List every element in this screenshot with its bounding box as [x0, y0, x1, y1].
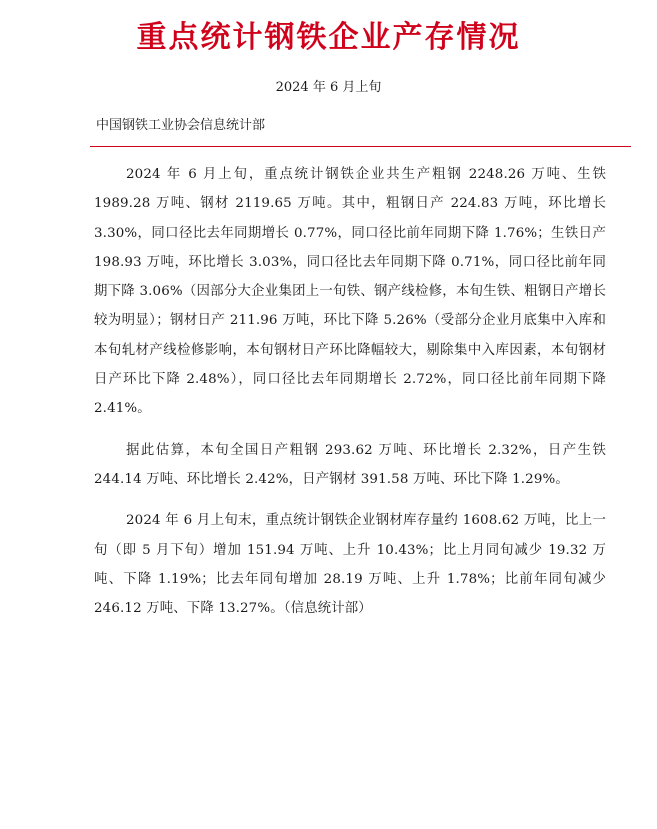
paragraph-production: 2024 年 6 月上旬，重点统计钢铁企业共生产粗钢 2248.26 万吨、生铁 1989.28 万吨、钢材 2119.65 万吨。其中，粗钢日产 224.83 万吨，环比增长 3.30%，同口径比去年同期增长 0.77%，同口径比前年同期下降 1.76%；生铁日产 198.93 万吨，环比增长 3.03%，同口径比去年同期下降 0.71%，同口径比前年同期下降 3.06%（因部分大企业集团上一旬铁、钢产线检修，本旬生铁、粗钢日产增长较为明显）；钢材日产 211.96 万吨，环比下降 5.26%（受部分企业月底集中入库和本旬轧材产线检修影响，本旬钢材日产环比降幅较大，剔除集中入库因素，本旬钢材日产环比下降 2.48%），同口径比去年同期增长 2.72%，同口径比前年同期下降 2.41%。 — [94, 167, 606, 417]
document-title: 重点统计钢铁企业产存情况 — [136, 20, 521, 55]
document-date: 2024 年 6 月上旬 — [275, 80, 382, 95]
paragraph-national-estimate: 据此估算，本旬全国日产粗钢 293.62 万吨、环比增长 2.32%，日产生铁 244.14 万吨、环比增长 2.42%，日产钢材 391.58 万吨、环比下降 1.29%。 — [94, 442, 606, 487]
header-divider — [90, 146, 631, 147]
paragraph-inventory: 2024 年 6 月上旬末，重点统计钢铁企业钢材库存量约 1608.62 万吨，比上一旬（即 5 月下旬）增加 151.94 万吨、上升 10.43%；比上月同旬减少 19.32 万吨、下降 1.19%；比去年同旬增加 28.19 万吨、上升 1.78%；比前年同旬减少 246.12 万吨、下降 13.27%。（信息统计部） — [94, 513, 606, 617]
issuing-department: 中国钢铁工业协会信息统计部 — [96, 118, 266, 133]
document-body — [94, 160, 606, 635]
